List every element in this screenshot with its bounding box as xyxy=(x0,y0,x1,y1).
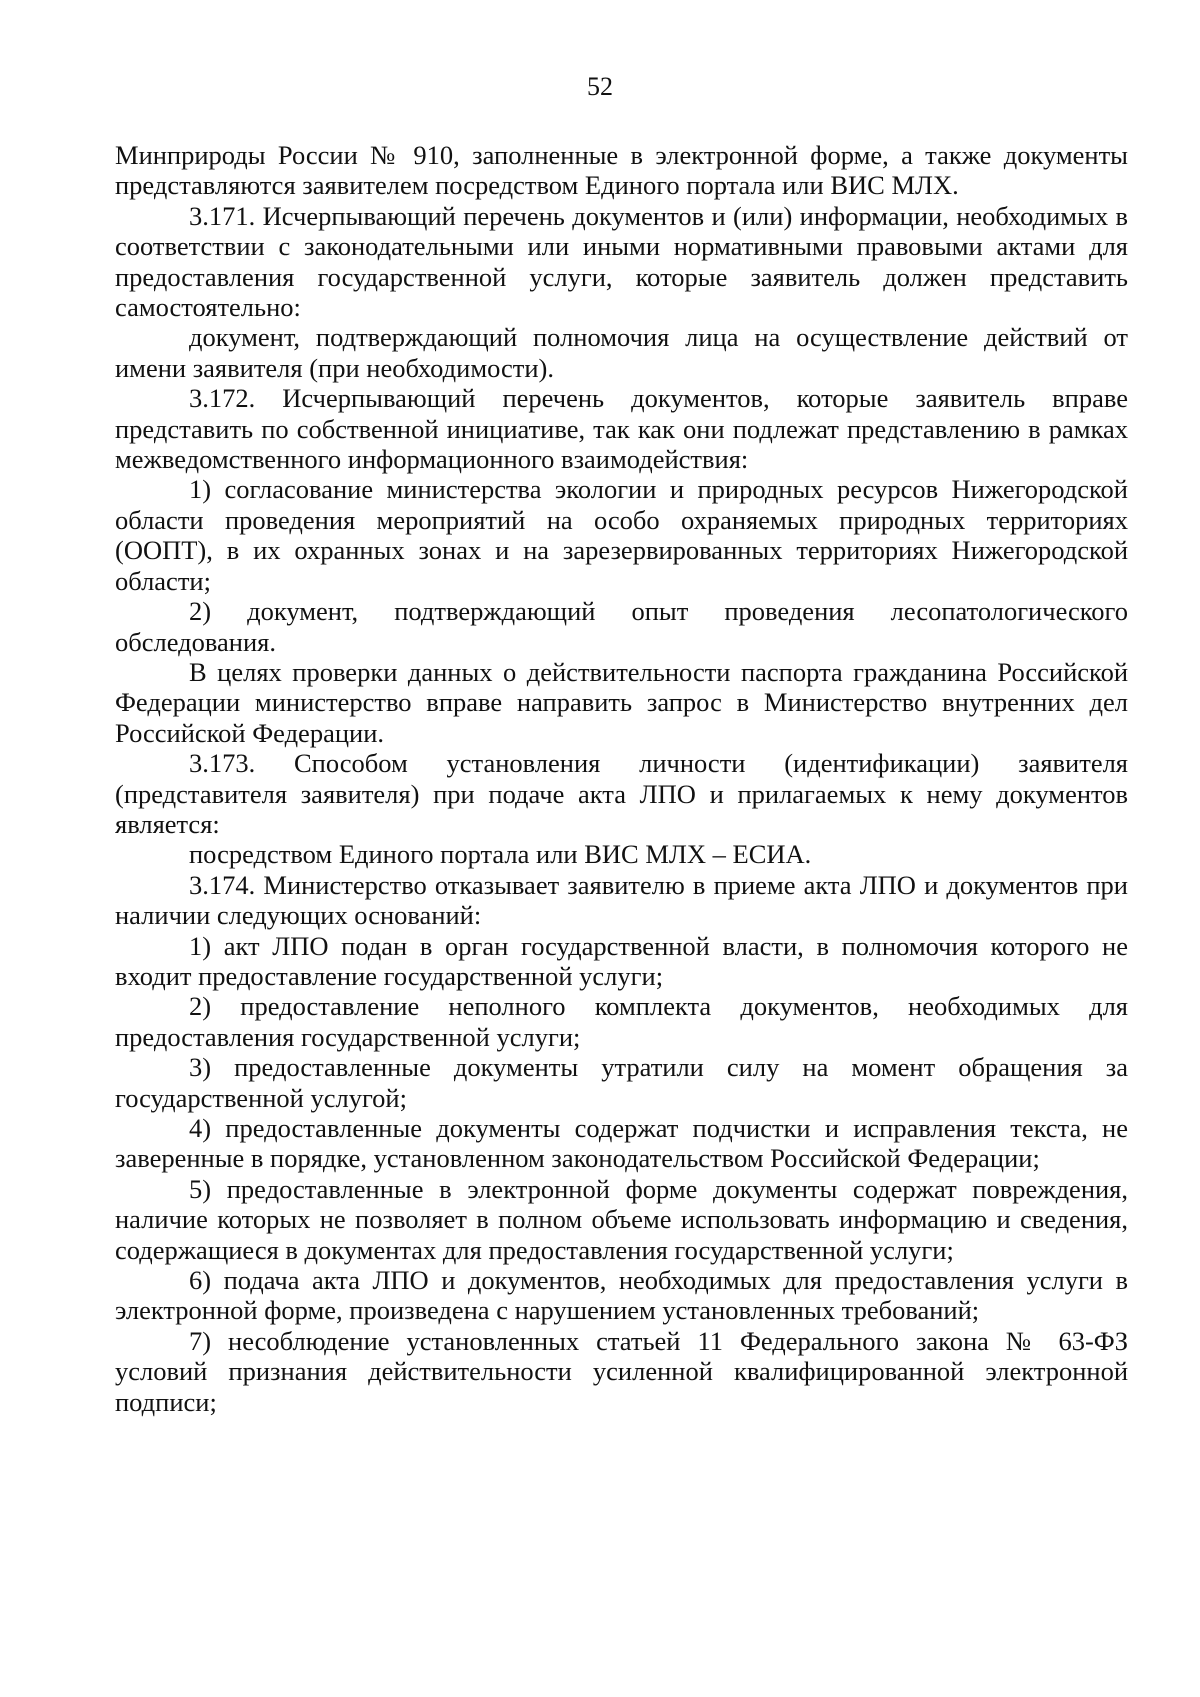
paragraph-3-172: 3.172. Исчерпывающий перечень документов, которые заявитель вправе представить по собственной инициативе, так как они подлежат представлению в рамках межведомственного информационного взаимодействия: xyxy=(115,383,1128,475)
list-item-3-174-2: 2) предоставление неполного комплекта документов, необходимых для предоставления государственной услуги; xyxy=(115,991,1128,1052)
paragraph-authority-document: документ, подтверждающий полномочия лица на осуществление действий от имени заявителя (при необходимости). xyxy=(115,322,1128,383)
paragraph-3-174: 3.174. Министерство отказывает заявителю в приеме акта ЛПО и документов при наличии следующих оснований: xyxy=(115,869,1128,931)
paragraph-3-171: 3.171. Исчерпывающий перечень документов и (или) информации, необходимых в соответствии с законодательными или иными нормативными правовыми актами для предоставления государственной услуги, которые заявитель должен представить самостоятельно: xyxy=(115,200,1128,323)
document-body xyxy=(115,140,1128,1417)
paragraph-continuation: Минприроды России № 910, заполненные в электронной форме, а также документы представляются заявителем посредством Единого портала или ВИС МЛХ. xyxy=(115,140,1128,201)
list-item-3-174-3: 3) предоставленные документы утратили силу на момент обращения за государственной услугой; xyxy=(115,1052,1128,1113)
paragraph-3-173: 3.173. Способом установления личности (идентификации) заявителя (представителя заявителя) при подаче акта ЛПО и прилагаемых к нему документов является: xyxy=(115,748,1128,839)
list-item-3-174-5: 5) предоставленные в электронной форме документы содержат повреждения, наличие которых не позволяет в полном объеме использовать информацию и сведения, содержащиеся в документах для предоставления государственной услуги; xyxy=(115,1173,1128,1265)
list-item-3-174-6: 6) подача акта ЛПО и документов, необходимых для предоставления услуги в электронной форме, произведена с нарушением установленных требований; xyxy=(115,1265,1128,1326)
list-item-3-172-2: 2) документ, подтверждающий опыт проведения лесопатологического обследования. xyxy=(115,596,1128,657)
list-item-3-172-1: 1) согласование министерства экологии и природных ресурсов Нижегородской области проведения мероприятий на особо охраняемых природных территориях (ООПТ), в их охранных зонах и на зарезервированных территориях Нижегородской области; xyxy=(115,474,1128,596)
paragraph-passport-check: В целях проверки данных о действительности паспорта гражданина Российской Федерации министерство вправе направить запрос в Министерство внутренних дел Российской Федерации. xyxy=(115,656,1128,748)
page-number: 52 xyxy=(587,72,613,101)
list-item-3-174-4: 4) предоставленные документы содержат подчистки и исправления текста, не заверенные в порядке, установленном законодательством Российской Федерации; xyxy=(115,1113,1128,1174)
list-item-3-174-7: 7) несоблюдение установленных статьей 11 Федерального закона № 63-ФЗ условий признания действительности усиленной квалифицированной электронной подписи; xyxy=(115,1325,1128,1417)
paragraph-esia: посредством Единого портала или ВИС МЛХ – ЕСИА. xyxy=(189,839,812,870)
list-item-3-174-1: 1) акт ЛПО подан в орган государственной власти, в полномочия которого не входит предоставление государственной услуги; xyxy=(115,930,1128,991)
